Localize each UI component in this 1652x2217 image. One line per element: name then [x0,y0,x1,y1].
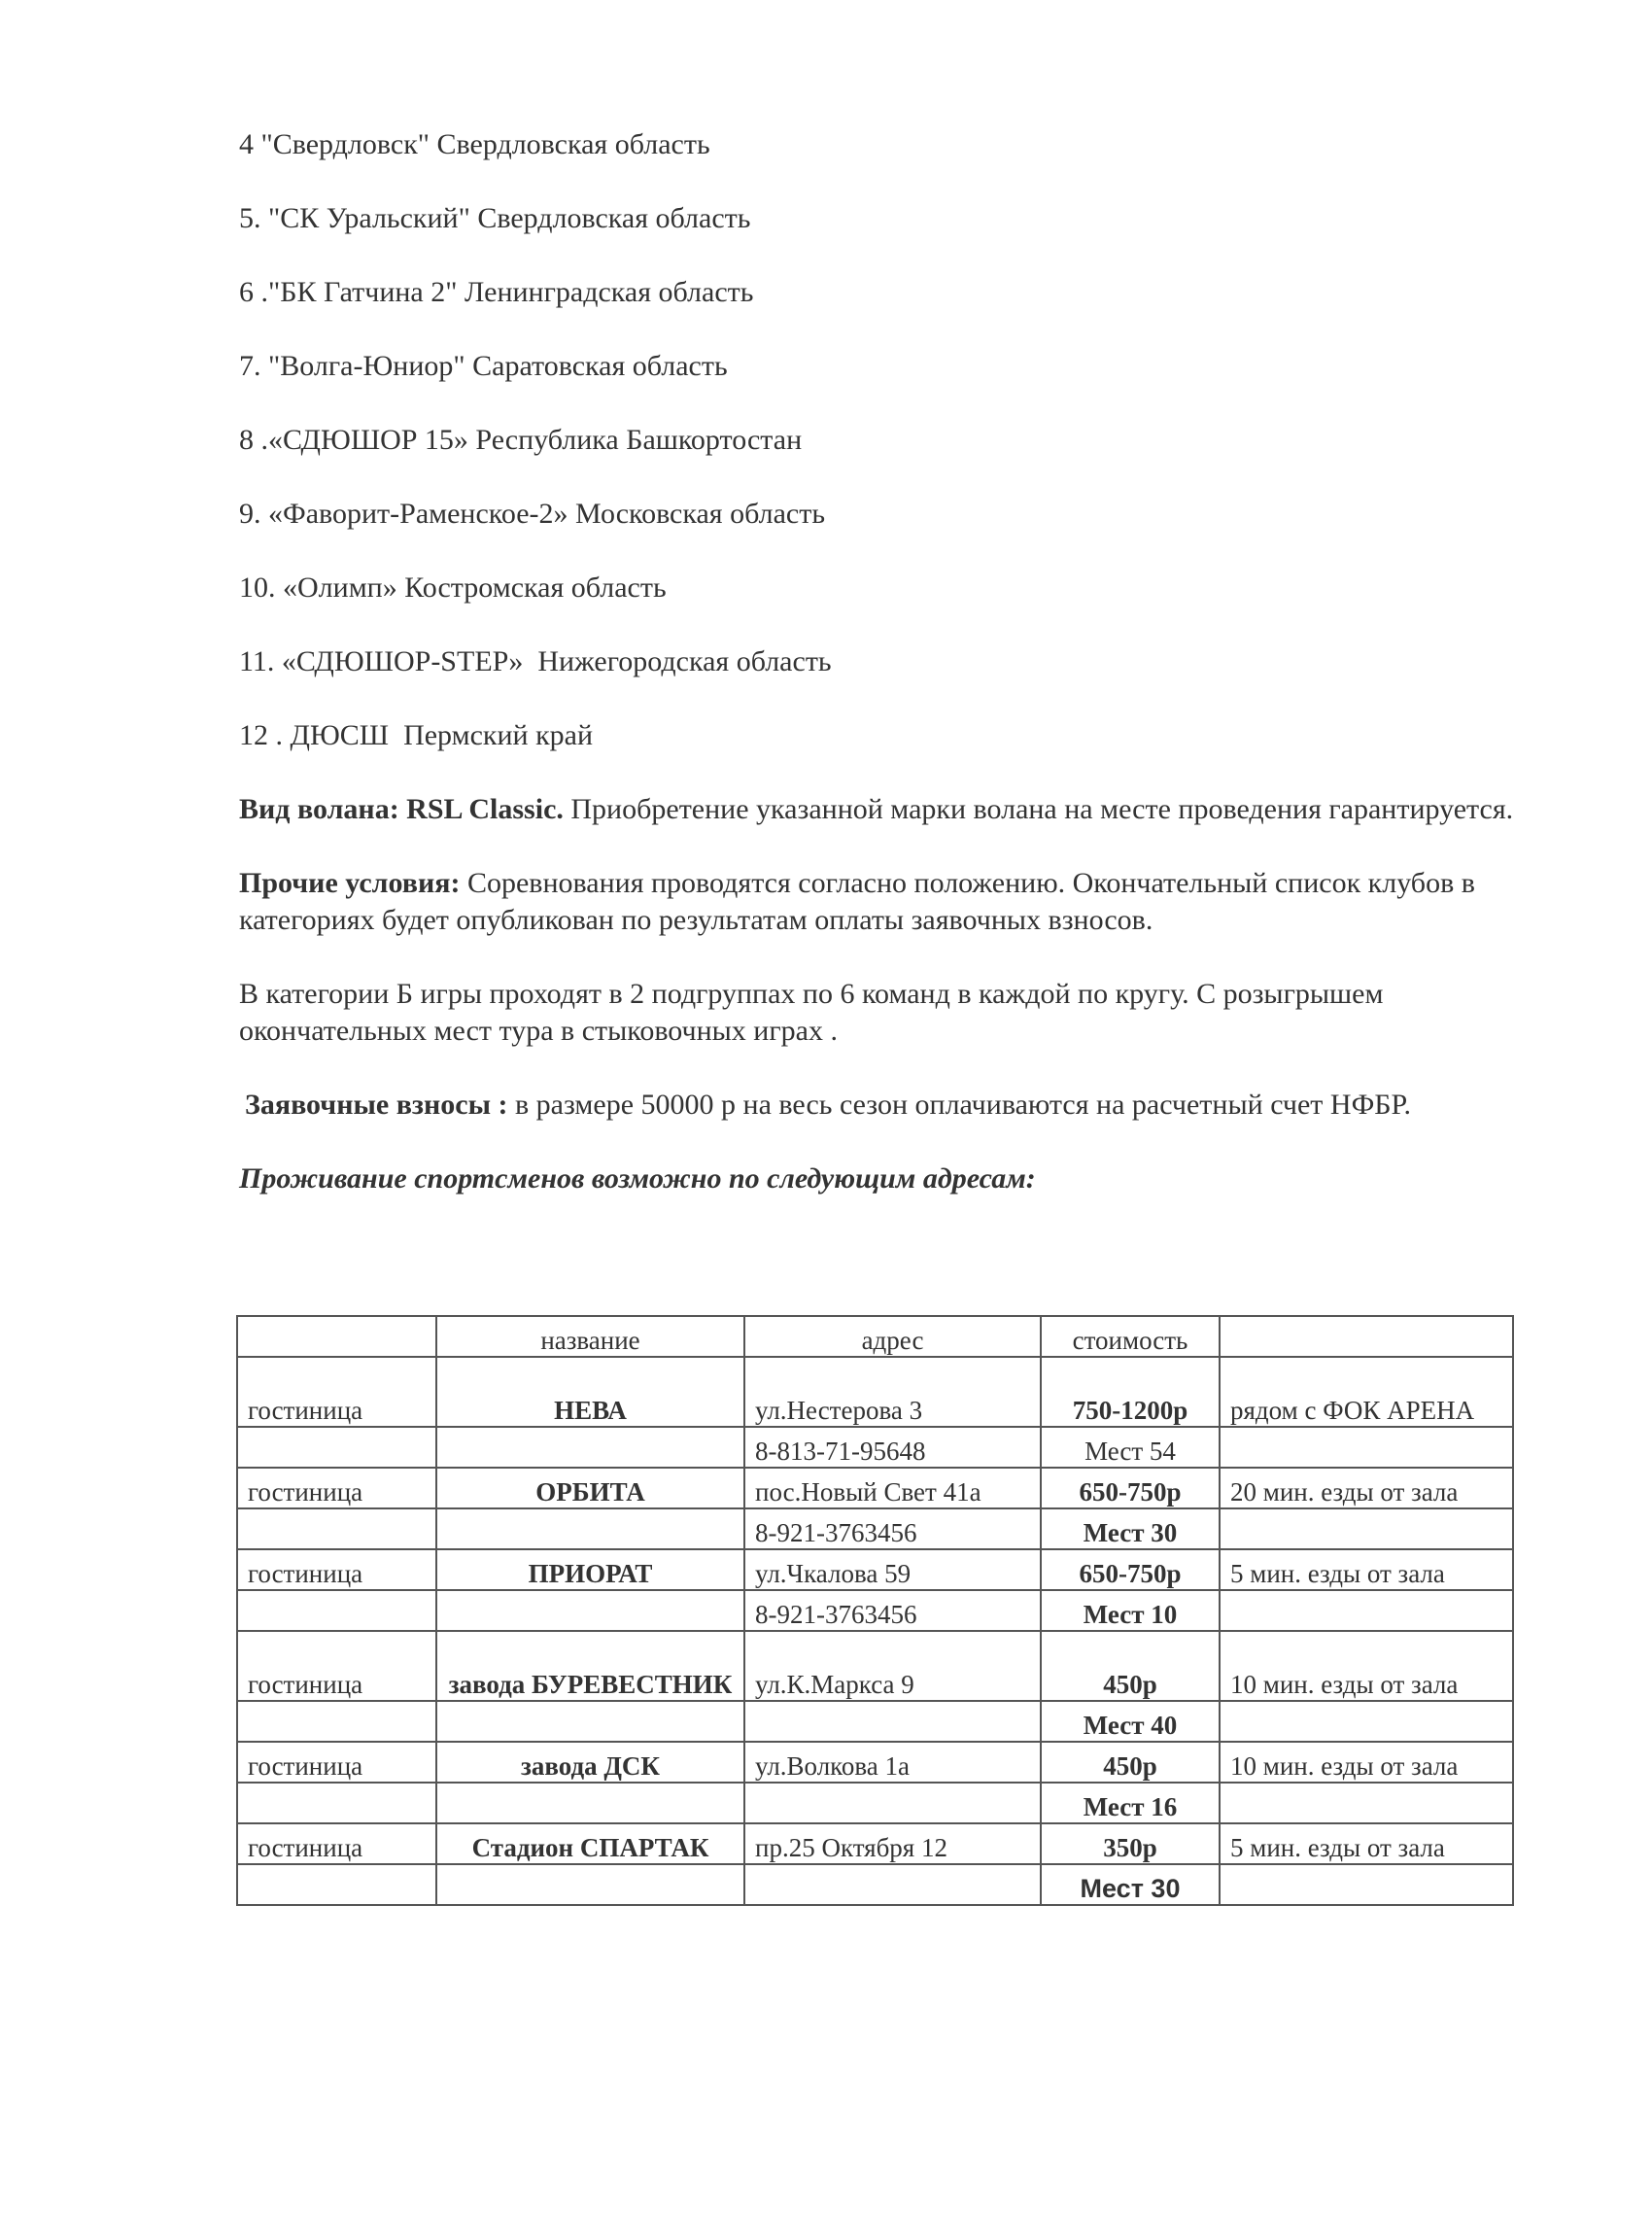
table-cell: ОРБИТА [436,1468,744,1508]
table-header-row [237,1316,1513,1357]
table-cell [237,1783,436,1823]
table-cell [237,1701,436,1742]
table-cell: НЕВА [436,1357,744,1427]
table-cell: гостиница [237,1549,436,1590]
table-cell: гостиница [237,1357,436,1427]
table-cell: гостиница [237,1468,436,1508]
table-cell [1220,1427,1513,1468]
table-row [237,1701,1513,1742]
table-row [237,1508,1513,1549]
table-cell [744,1783,1041,1823]
table-cell [237,1864,436,1905]
table-row [237,1357,1513,1427]
table-cell: Стадион СПАРТАК [436,1823,744,1864]
table-row [237,1427,1513,1468]
header-cell: название [436,1316,744,1357]
hotels-table [236,1315,1514,1906]
table-cell: 5 мин. езды от зала [1220,1823,1513,1864]
table-cell: завода БУРЕВЕСТНИК [436,1631,744,1701]
team-list-item: 11. «СДЮШОР-STEP» Нижегородская область [239,645,832,677]
team-list-item: 5. "СК Уральский" Свердловская область [239,202,751,234]
table-cell [237,1590,436,1631]
table-row [237,1468,1513,1508]
table-cell: пр.25 Октября 12 [744,1823,1041,1864]
accommodation-heading: Проживание спортсменов возможно по следующим адресам: [239,1162,1036,1195]
table-cell: Мест 54 [1041,1427,1220,1468]
fees-label: Заявочные взносы : [245,1089,508,1121]
table-cell: 450р [1041,1631,1220,1701]
table-cell: 5 мин. езды от зала [1220,1549,1513,1590]
team-list-item: 4 "Свердловск" Свердловская область [239,128,710,160]
table-cell: 10 мин. езды от зала [1220,1631,1513,1701]
table-cell: гостиница [237,1823,436,1864]
table-cell [436,1427,744,1468]
table-cell [436,1701,744,1742]
table-cell: ул.К.Маркса 9 [744,1631,1041,1701]
header-cell [237,1316,436,1357]
table-cell: ул.Чкалова 59 [744,1549,1041,1590]
header-cell: стоимость [1041,1316,1220,1357]
team-list-item: 10. «Олимп» Костромская область [239,572,667,604]
table-cell: Мест 40 [1041,1701,1220,1742]
table-cell [436,1783,744,1823]
other-conditions-text: Соревнования проводятся согласно положению. Окончательный список клубов в категориях будет опубликован по результатам оплаты заявочных взносов. [239,867,1475,936]
table-cell: 750-1200р [1041,1357,1220,1427]
table-cell: 10 мин. езды от зала [1220,1742,1513,1783]
fees-text: в размере 50000 р на весь сезон оплачиваются на расчетный счет НФБР. [507,1089,1411,1121]
table-cell: 350р [1041,1823,1220,1864]
table-cell: Мест 30 [1041,1864,1220,1905]
table-row [237,1590,1513,1631]
table-cell: Мест 16 [1041,1783,1220,1823]
shuttle-paragraph [239,791,1522,828]
table-cell [1220,1508,1513,1549]
team-list-item: 6 ."БК Гатчина 2" Ленинградская область [239,276,754,308]
table-cell [436,1508,744,1549]
table-cell: 8-921-3763456 [744,1590,1041,1631]
shuttle-label: Вид волана: RSL Classic. [239,793,564,825]
table-cell: 450р [1041,1742,1220,1783]
table-cell [237,1427,436,1468]
table-row [237,1864,1513,1905]
team-list-item: 8 .«СДЮШОР 15» Республика Башкортостан [239,424,803,456]
table-cell: 20 мин. езды от зала [1220,1468,1513,1508]
table-cell: Мест 30 [1041,1508,1220,1549]
table-row [237,1631,1513,1701]
table-cell [744,1864,1041,1905]
team-list-item: 12 . ДЮСШ Пермский край [239,719,594,751]
table-cell: гостиница [237,1631,436,1701]
other-conditions-paragraph [239,865,1522,939]
table-cell [436,1864,744,1905]
table-cell: 650-750р [1041,1549,1220,1590]
document-body [239,126,1522,1234]
table-cell [744,1701,1041,1742]
team-list-item: 7. "Волга-Юниор" Саратовская область [239,350,728,382]
table-cell: гостиница [237,1742,436,1783]
table-cell [1220,1783,1513,1823]
table-cell: 650-750р [1041,1468,1220,1508]
table-cell [1220,1864,1513,1905]
table-cell: 8-921-3763456 [744,1508,1041,1549]
table-cell: Мест 10 [1041,1590,1220,1631]
table-cell: рядом с ФОК АРЕНА [1220,1357,1513,1427]
shuttle-text: Приобретение указанной марки волана на месте проведения гарантируется. [563,793,1514,825]
fees-paragraph [239,1087,1522,1124]
header-cell: адрес [744,1316,1041,1357]
table-row [237,1742,1513,1783]
table-cell: ПРИОРАТ [436,1549,744,1590]
table-cell: завода ДСК [436,1742,744,1783]
table-row [237,1549,1513,1590]
category-b-paragraph: В категории Б игры проходят в 2 подгруппах по 6 команд в каждой по кругу. С розыгрышем окончательных мест тура в стыковочных играх . [239,978,1384,1047]
table-cell: ул.Волкова 1а [744,1742,1041,1783]
table-cell: ул.Нестерова 3 [744,1357,1041,1427]
table-cell: 8-813-71-95648 [744,1427,1041,1468]
table-cell [436,1590,744,1631]
table-cell [1220,1701,1513,1742]
header-cell [1220,1316,1513,1357]
team-list-item: 9. «Фаворит-Раменское-2» Московская область [239,498,826,530]
table-row [237,1823,1513,1864]
other-conditions-label: Прочие условия: [239,867,461,899]
table-row [237,1783,1513,1823]
table-cell [1220,1590,1513,1631]
table-cell [237,1508,436,1549]
table-cell: пос.Новый Свет 41а [744,1468,1041,1508]
